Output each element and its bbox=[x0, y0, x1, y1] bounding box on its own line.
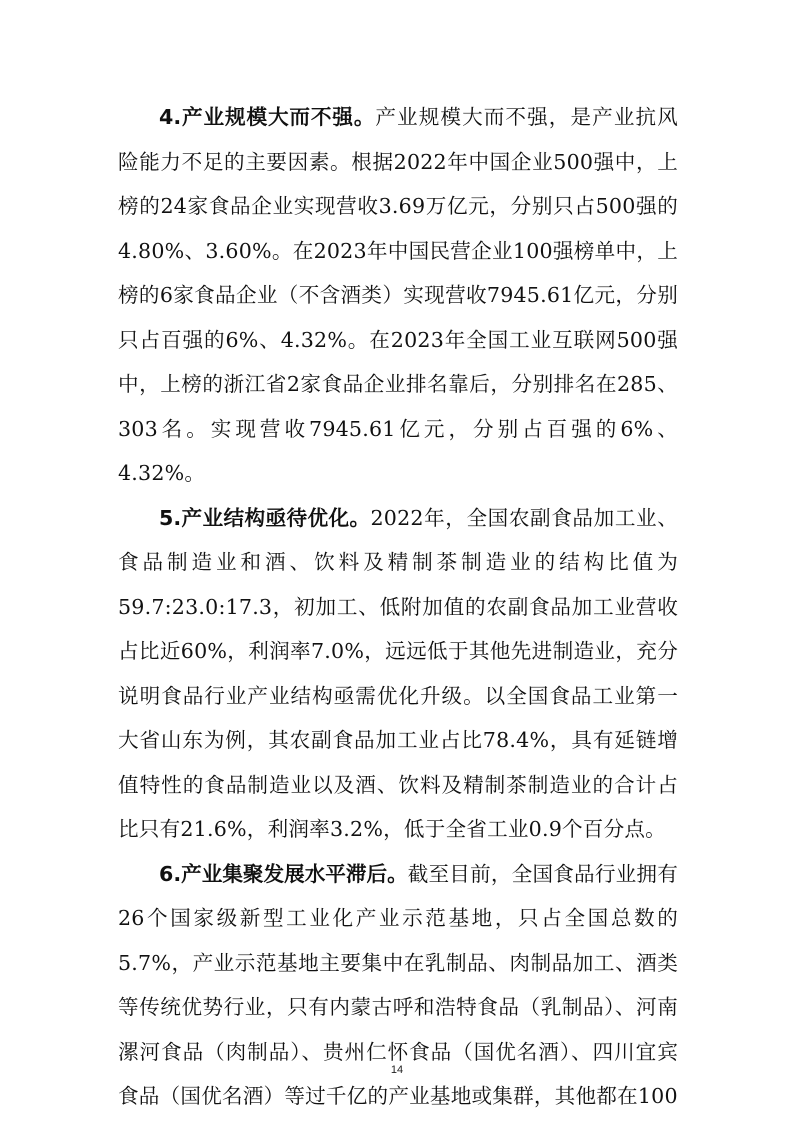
paragraph-industry-scale bbox=[118, 95, 678, 496]
paragraph-text: 截至目前，全国食品行业拥有26个国家级新型工业化产业示范基地，只占全国总数的5.7%，产业示范基地主要集中在乳制品、肉制品加工、酒类等传统优势行业，只有内蒙古呼和浩特食品（乳制品）、河南漯河食品（肉制品）、贵州仁怀食品（国优名酒）、四川宜宾食品（国优名酒）等过千亿的产业基地或集群，其他都在100 bbox=[118, 861, 679, 1108]
paragraph-industry-clustering bbox=[118, 852, 678, 1119]
paragraph-industry-structure bbox=[118, 496, 678, 852]
paragraph-text: 2022年，全国农副食品加工业、食品制造业和酒、饮料及精制茶制造业的结构比值为59.7:23.0:17.3，初加工、低附加值的农副食品加工业营收占比近60%，利润率7.0%，远远低于其他先进制造业，充分说明食品行业产业结构亟需优化升级。以全国食品工业第一大省山东为例，其农副食品加工业占比78.4%，具有延链增值特性的食品制造业以及酒、饮料及精制茶制造业的合计占比只有21.6%，利润率3.2%，低于全省工业0.9个百分点。 bbox=[118, 505, 678, 841]
section-heading-6: 6.产业集聚发展水平滞后。 bbox=[159, 861, 408, 886]
section-heading-5: 5.产业结构亟待优化。 bbox=[159, 505, 371, 530]
paragraph-text: 产业规模大而不强，是产业抗风险能力不足的主要因素。根据2022年中国企业500强中，上榜的24家食品企业实现营收3.69万亿元，分别只占500强的4.80%、3.60%。在2023年中国民营企业100强榜单中，上榜的6家食品企业（不含酒类）实现营收7945.61亿元，分别只占百强的6%、4.32%。在2023年全国工业互联网500强中，上榜的浙江省2家食品企业排名靠后，分别排名在285、303名。实现营收7945.61亿元，分别占百强的6%、4.32%。 bbox=[118, 105, 678, 485]
page-number: 14 bbox=[390, 1064, 404, 1076]
section-heading-4: 4.产业规模大而不强。 bbox=[159, 105, 376, 129]
document-body bbox=[118, 95, 678, 1119]
